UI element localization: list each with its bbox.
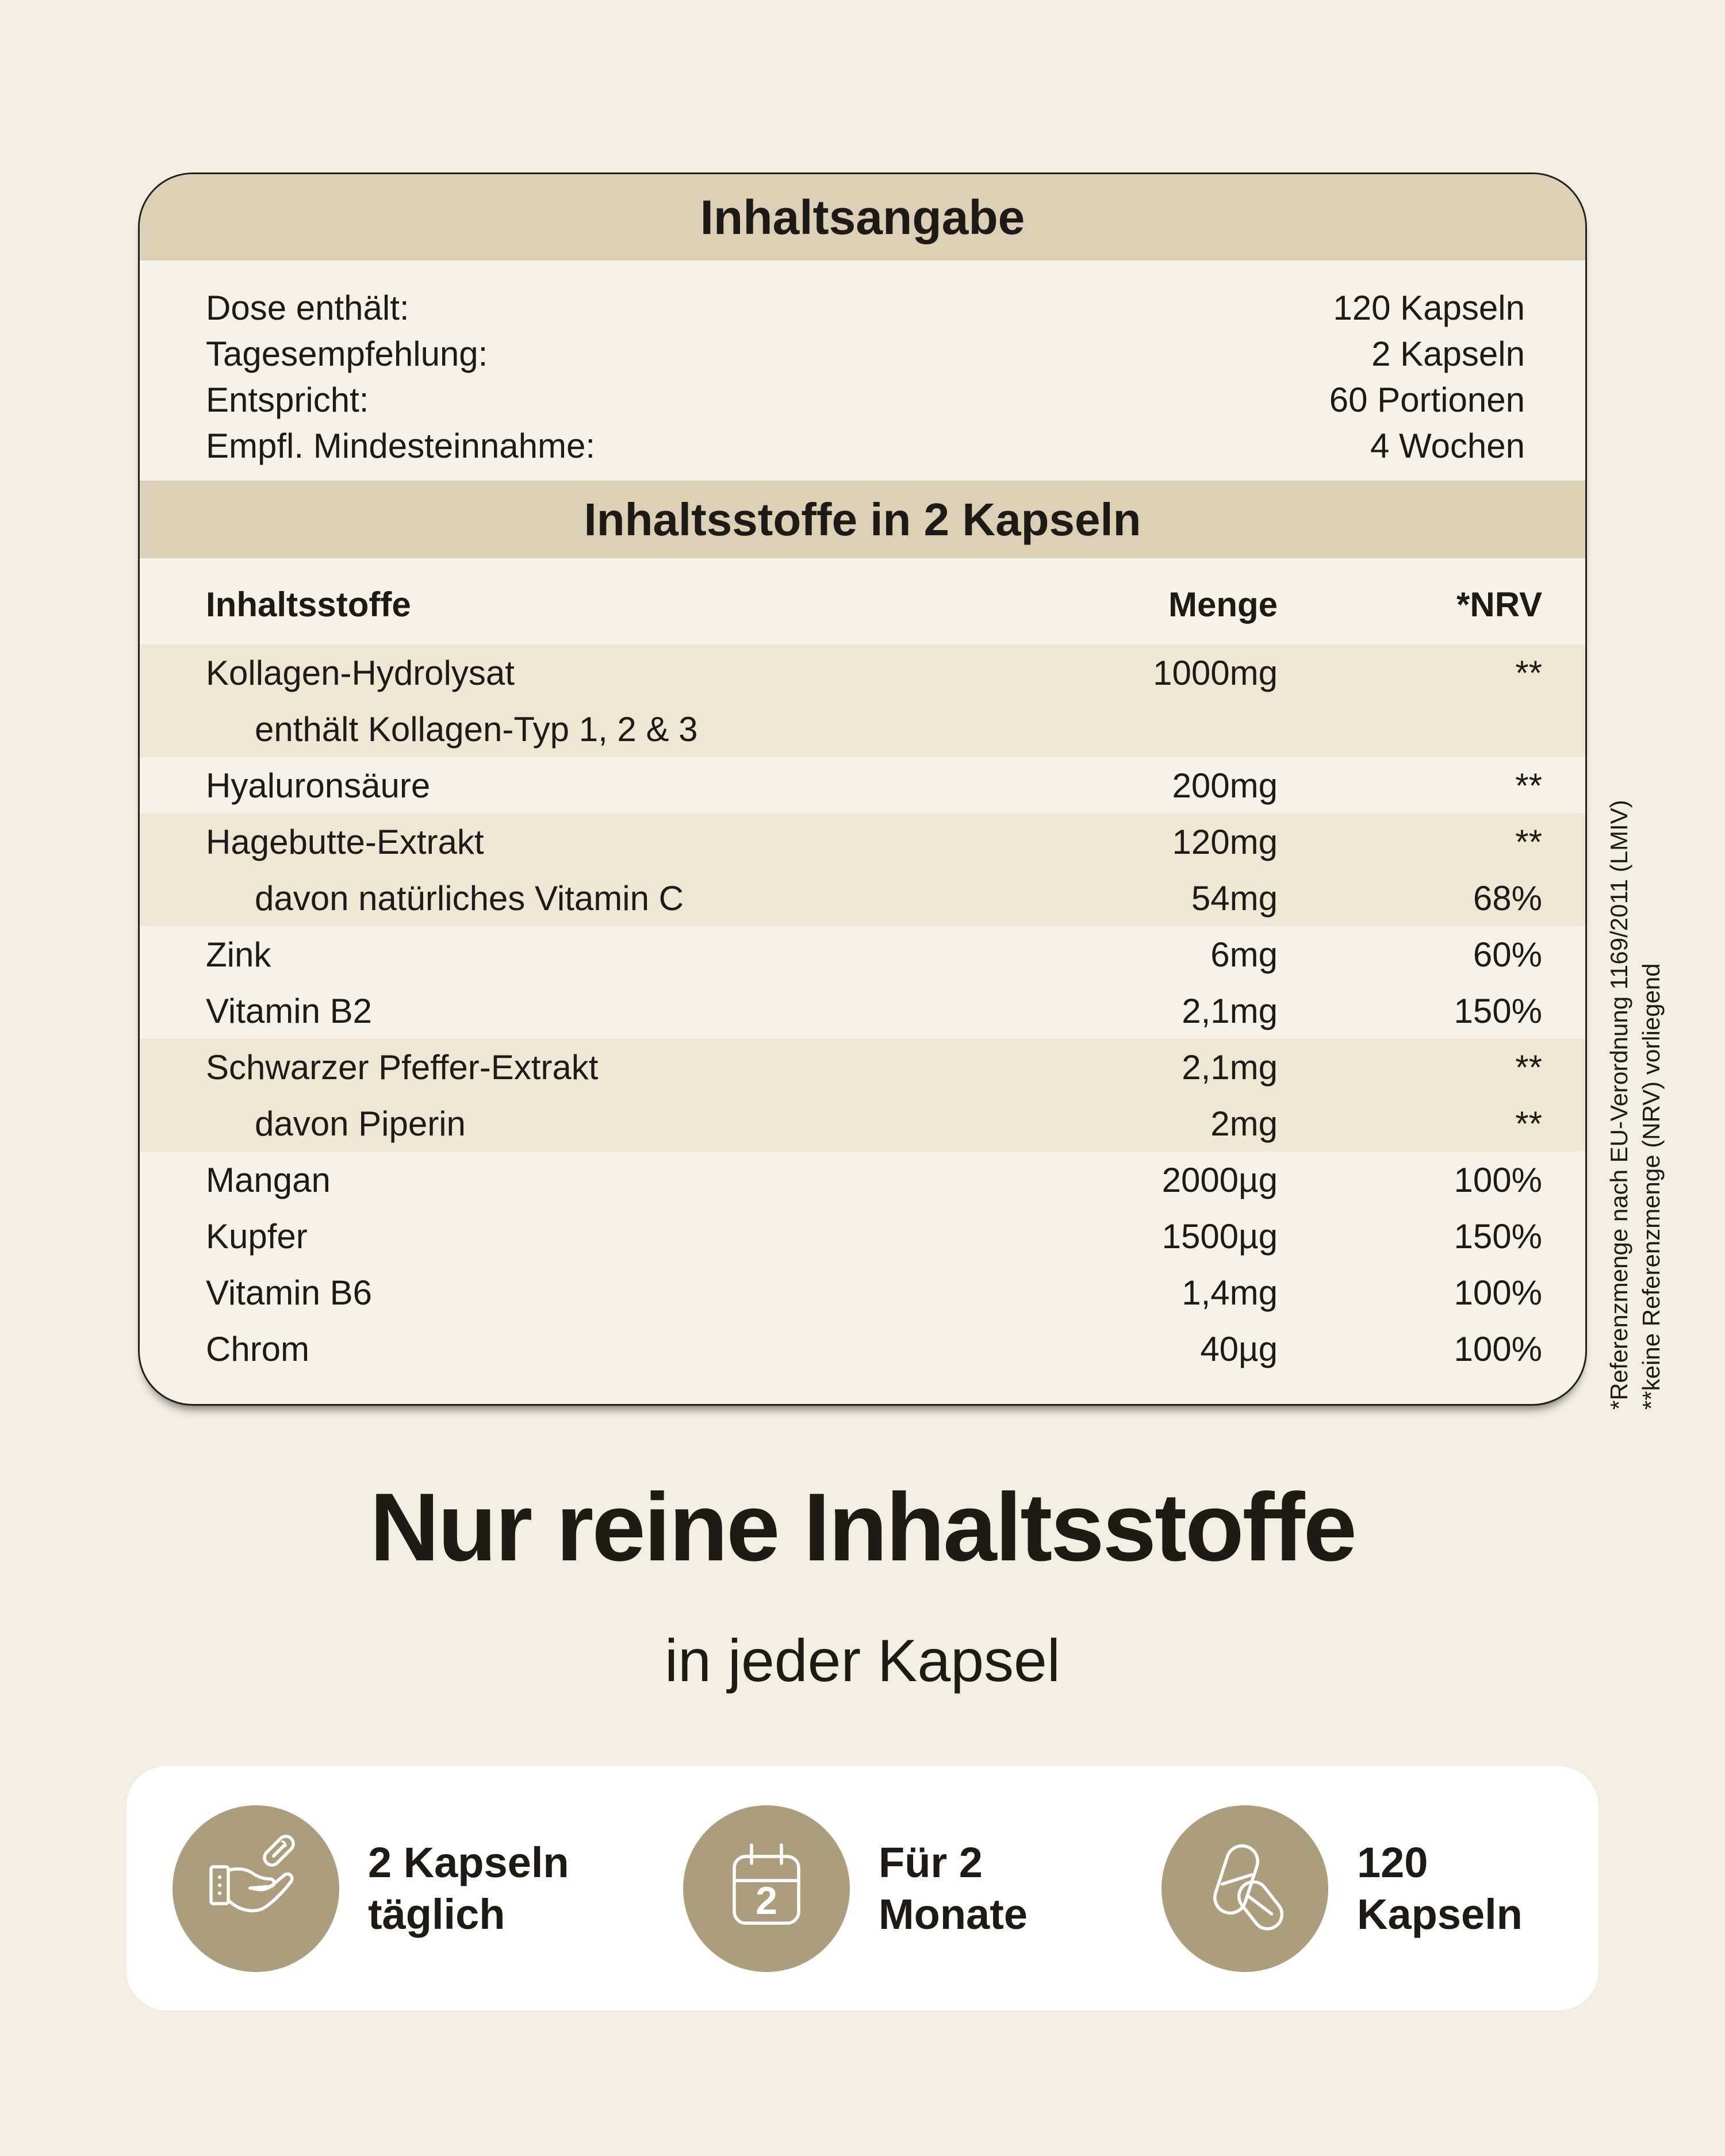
column-header-nrv: *NRV: [1456, 585, 1542, 624]
ingredient-name: davon natürliches Vitamin C: [255, 878, 684, 918]
ingredient-name: Hyaluronsäure: [206, 766, 431, 805]
table-row: [140, 1039, 1585, 1095]
ingredient-amount: 2mg: [1210, 1104, 1278, 1143]
table-row: [140, 645, 1585, 701]
table-row: [140, 1264, 1585, 1321]
ingredient-name: Vitamin B2: [206, 991, 373, 1030]
ingredient-name: Schwarzer Pfeffer-Extrakt: [206, 1048, 599, 1087]
benefit-label-line2: Kapseln: [1357, 1890, 1523, 1938]
footnote-reference: *Referenzmenge nach EU-Verordnung 1169/2011 (LMIV): [1605, 800, 1632, 1410]
ingredient-amount: 2,1mg: [1182, 991, 1278, 1030]
ingredient-name: Zink: [206, 935, 271, 974]
ingredient-amount: 1,4mg: [1182, 1273, 1278, 1312]
card-subheader-band: [140, 481, 1585, 558]
ingredient-nrv: 100%: [1454, 1160, 1542, 1199]
benefit-label-line2: täglich: [368, 1890, 505, 1938]
capsules-icon: [1162, 1805, 1328, 1972]
table-header-row: [140, 558, 1585, 645]
benefit-label-line2: Monate: [879, 1890, 1028, 1938]
table-row: [140, 814, 1585, 870]
info-value: 4 Wochen: [1370, 426, 1525, 465]
info-label: Tagesempfehlung:: [206, 334, 488, 373]
ingredient-nrv: 68%: [1473, 878, 1542, 918]
table-subrow: [140, 701, 1585, 757]
benefit-label-line1: Für 2: [879, 1838, 983, 1886]
dose-info-section: [140, 260, 1585, 481]
ingredient-name: enthält Kollagen-Typ 1, 2 & 3: [255, 709, 698, 749]
table-row: [140, 983, 1585, 1039]
benefit-duration: [683, 1766, 1028, 2011]
table-subrow: [140, 1095, 1585, 1152]
benefit-label: [368, 1837, 569, 1940]
ingredient-name: Mangan: [206, 1160, 331, 1199]
info-label: Empfl. Mindesteinnahme:: [206, 426, 595, 465]
ingredient-amount: 54mg: [1191, 878, 1278, 918]
ingredient-amount: 2000µg: [1162, 1160, 1278, 1199]
ingredient-nrv: 60%: [1473, 935, 1542, 974]
ingredient-nrv: **: [1515, 766, 1542, 805]
ingredient-nrv: 150%: [1454, 991, 1542, 1030]
calendar-icon: [683, 1805, 850, 1972]
column-header-amount: Menge: [1168, 585, 1278, 624]
footnote-no-nrv: **keine Referenzmenge (NRV) vorliegend: [1638, 963, 1665, 1410]
info-value: 120 Kapseln: [1333, 288, 1525, 327]
card-title: Inhaltsangabe: [700, 190, 1025, 244]
table-row: [140, 926, 1585, 983]
page-subtitle: in jeder Kapsel: [665, 1628, 1060, 1694]
card-header-band: [140, 174, 1585, 260]
calendar-number: 2: [756, 1878, 777, 1923]
ingredient-name: davon Piperin: [255, 1104, 466, 1143]
column-header-ingredient: Inhaltsstoffe: [206, 585, 411, 624]
info-label: Dose enthält:: [206, 288, 409, 327]
info-row: [206, 377, 1525, 423]
info-value: 60 Portionen: [1329, 380, 1525, 419]
benefits-bar: [126, 1766, 1598, 2011]
ingredient-amount: 1000mg: [1153, 653, 1278, 692]
ingredient-nrv: **: [1515, 1104, 1542, 1143]
ingredient-name: Kupfer: [206, 1217, 308, 1256]
ingredient-amount: 40µg: [1200, 1329, 1278, 1368]
info-row: [206, 423, 1525, 469]
card-subheader: Inhaltsstoffe in 2 Kapseln: [584, 493, 1141, 545]
benefit-daily-dose: [172, 1766, 569, 2011]
ingredient-name: Kollagen-Hydrolysat: [206, 653, 515, 692]
ingredient-name: Chrom: [206, 1329, 310, 1368]
ingredient-amount: 2,1mg: [1182, 1048, 1278, 1087]
ingredient-amount: 200mg: [1172, 766, 1278, 805]
ingredient-amount: 120mg: [1172, 822, 1278, 861]
table-row: [140, 1208, 1585, 1264]
benefit-label-line1: 120: [1357, 1838, 1428, 1886]
info-value: 2 Kapseln: [1371, 334, 1525, 373]
hand-capsule-icon: [172, 1805, 339, 1972]
ingredient-amount: 6mg: [1210, 935, 1278, 974]
nrv-footnotes: [1603, 651, 1667, 1410]
ingredient-nrv: 100%: [1454, 1273, 1542, 1312]
ingredient-name: Vitamin B6: [206, 1273, 373, 1312]
ingredient-amount: 1500µg: [1162, 1217, 1278, 1256]
benefit-count: [1162, 1766, 1523, 2011]
benefit-label: [1357, 1837, 1523, 1940]
page-title: Nur reine Inhaltsstoffe: [370, 1473, 1355, 1581]
benefit-label-line1: 2 Kapseln: [368, 1838, 569, 1886]
ingredient-name: Hagebutte-Extrakt: [206, 822, 484, 861]
table-row: [140, 757, 1585, 814]
ingredient-nrv: 150%: [1454, 1217, 1542, 1256]
table-row: [140, 1152, 1585, 1208]
ingredient-nrv: **: [1515, 1048, 1542, 1087]
ingredient-nrv: 100%: [1454, 1329, 1542, 1368]
info-row: [206, 331, 1525, 377]
nutrition-facts-card: [138, 172, 1587, 1406]
ingredient-nrv: **: [1515, 653, 1542, 692]
info-label: Entspricht:: [206, 380, 369, 419]
info-row: [206, 285, 1525, 331]
ingredient-nrv: **: [1515, 822, 1542, 861]
table-subrow: [140, 870, 1585, 926]
table-row: [140, 1321, 1585, 1377]
benefit-label: [879, 1837, 1028, 1940]
